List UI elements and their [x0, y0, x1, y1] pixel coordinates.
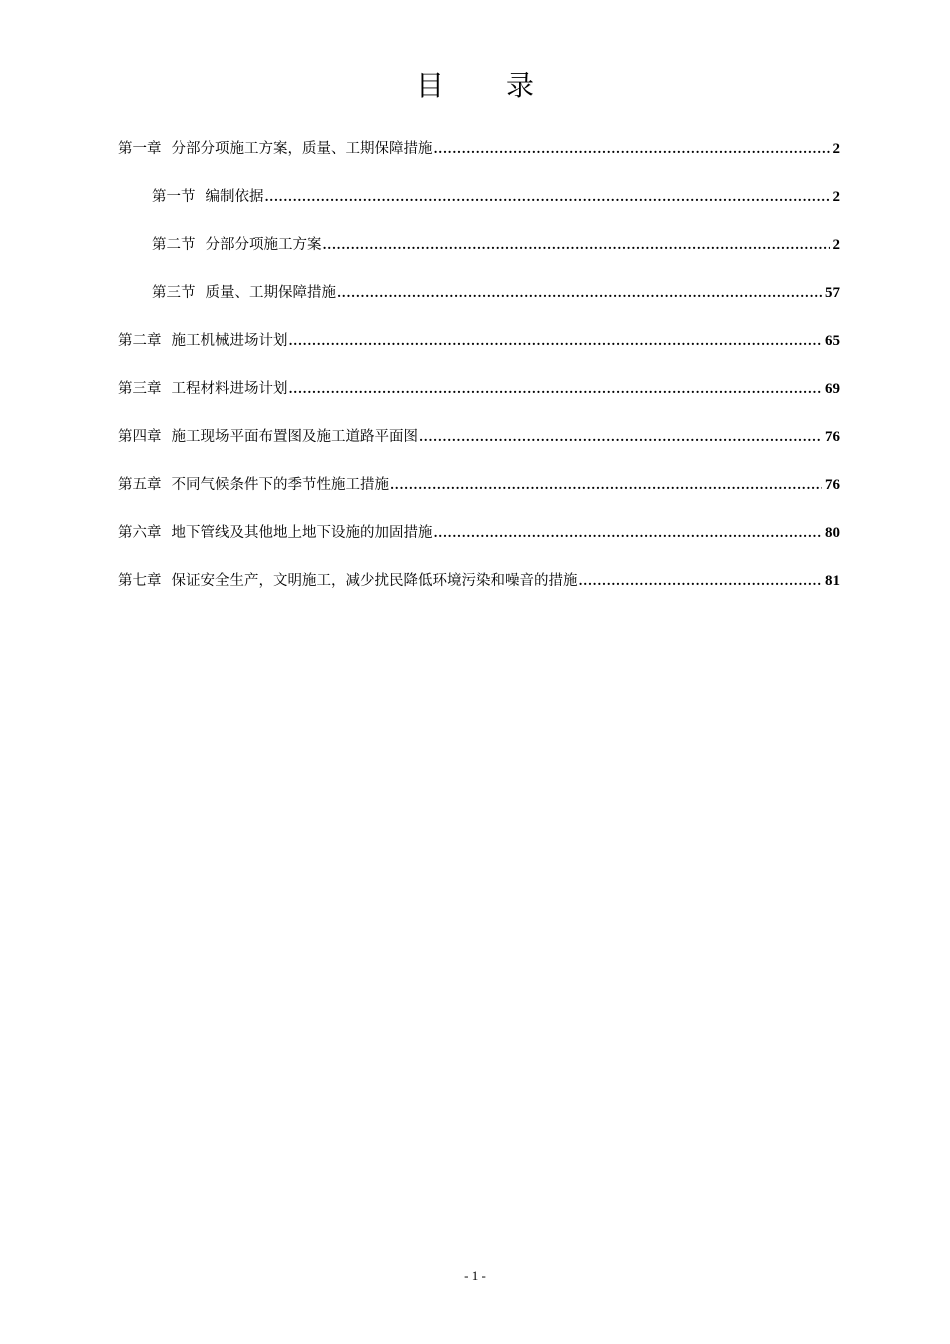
- toc-entry-title: 工程材料进场计划: [171, 381, 288, 397]
- toc-entry-number: 第三章: [118, 381, 162, 397]
- toc-entry-number: 第七章: [118, 573, 162, 589]
- toc-entry-page: 2: [832, 237, 840, 253]
- toc-entry-page: 65: [825, 333, 840, 349]
- toc-entry-page: 81: [825, 573, 840, 589]
- toc-leader-dots: [289, 329, 823, 353]
- toc-leader-dots: [579, 569, 823, 593]
- toc-entry-title: 施工机械进场计划: [171, 333, 288, 349]
- toc-entry-chapter-1[interactable]: [118, 137, 840, 185]
- toc-entry-number: 第三节: [152, 285, 196, 301]
- toc-entry-section-1[interactable]: [118, 185, 840, 233]
- toc-entry-page: 57: [825, 285, 840, 301]
- toc-entry-number: 第六章: [118, 525, 162, 541]
- toc-entry-page: 69: [825, 381, 840, 397]
- toc-entry-number: 第二章: [118, 333, 162, 349]
- toc-entry-title: 地下管线及其他地上地下设施的加固措施: [171, 525, 433, 541]
- toc-entry-section-3[interactable]: [118, 281, 840, 329]
- toc-leader-dots: [265, 185, 830, 209]
- toc-leader-dots: [434, 137, 830, 161]
- toc-entry-title: 编制依据: [205, 189, 264, 205]
- toc-entry-chapter-7[interactable]: [118, 569, 840, 617]
- toc-entry-number: 第二节: [152, 237, 196, 253]
- toc-leader-dots: [337, 281, 822, 305]
- toc-entry-title: 质量、工期保障措施: [205, 285, 336, 301]
- toc-leader-dots: [289, 377, 823, 401]
- toc-entry-section-2[interactable]: [118, 233, 840, 281]
- toc-entry-number: 第一章: [118, 141, 162, 157]
- toc-entry-title: 施工现场平面布置图及施工道路平面图: [171, 429, 418, 445]
- toc-leader-dots: [323, 233, 830, 257]
- toc-entry-chapter-5[interactable]: [118, 473, 840, 521]
- toc-entry-number: 第四章: [118, 429, 162, 445]
- toc-entry-title: 分部分项施工方案: [205, 237, 322, 253]
- toc-entry-chapter-3[interactable]: [118, 377, 840, 425]
- toc-entry-chapter-4[interactable]: [118, 425, 840, 473]
- toc-entry-page: 2: [832, 141, 840, 157]
- toc-leader-dots: [434, 521, 823, 545]
- toc-entry-page: 76: [825, 477, 840, 493]
- toc-entry-page: 76: [825, 429, 840, 445]
- toc-entry-number: 第一节: [152, 189, 196, 205]
- toc-entry-page: 80: [825, 525, 840, 541]
- toc-entry-title: 不同气候条件下的季节性施工措施: [171, 477, 389, 493]
- table-of-contents: [118, 137, 840, 617]
- toc-entry-chapter-2[interactable]: [118, 329, 840, 377]
- toc-entry-title: 分部分项施工方案，质量、工期保障措施: [171, 141, 433, 157]
- page-title: 目录: [415, 69, 596, 102]
- toc-leader-dots: [419, 425, 822, 449]
- toc-entry-page: 2: [832, 189, 840, 205]
- page-number-footer: - 1 -: [464, 1268, 486, 1283]
- toc-leader-dots: [390, 473, 822, 497]
- toc-entry-chapter-6[interactable]: [118, 521, 840, 569]
- toc-entry-title: 保证安全生产，文明施工，减少扰民降低环境污染和噪音的措施: [171, 573, 578, 589]
- toc-entry-number: 第五章: [118, 477, 162, 493]
